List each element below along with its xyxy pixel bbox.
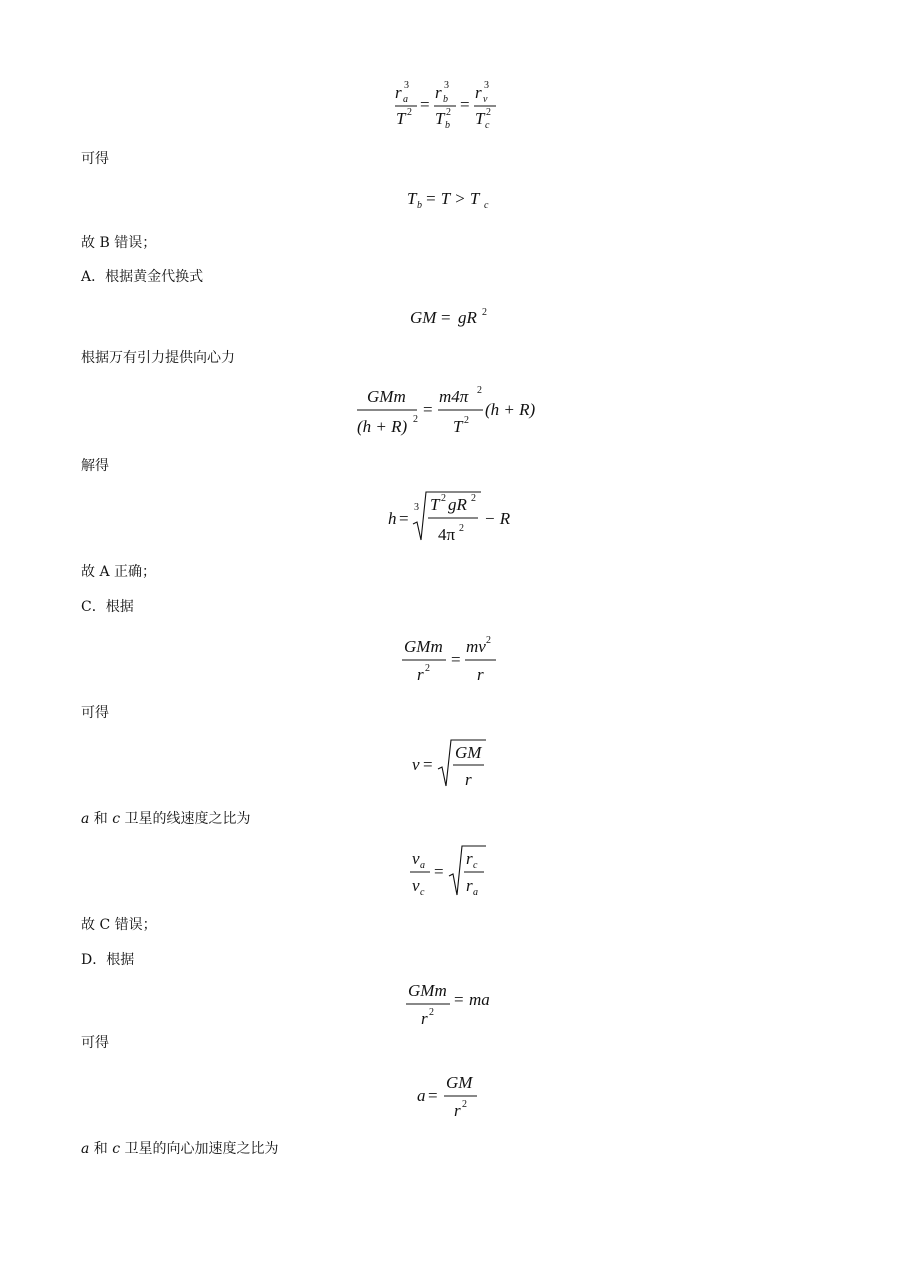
text-line	[81, 1140, 279, 1158]
eq-T: T	[396, 109, 406, 128]
eq-GM: GM	[446, 1073, 473, 1092]
text-line: A．根据黄金代换式	[81, 269, 204, 285]
eq-equals: =	[399, 509, 409, 528]
equation-periods-svg	[405, 186, 495, 212]
eq-sup-3: 3	[484, 80, 489, 91]
eq-T: T	[430, 495, 440, 514]
eq-sup-2: 2	[425, 663, 430, 674]
eq-GM: GM	[410, 308, 437, 327]
eq-r-v: r	[475, 83, 482, 102]
eq-sub-c: c	[485, 120, 490, 131]
eq-v: v	[412, 849, 420, 868]
eq-sup-2: 2	[413, 414, 418, 425]
eq-mv: mv	[466, 637, 486, 656]
eq-T-b: T	[435, 109, 445, 128]
eq-r: r	[454, 1101, 461, 1120]
eq-r-b: r	[435, 83, 442, 102]
var-c: c	[112, 1141, 121, 1157]
equation-gravity-svg	[357, 380, 543, 442]
eq-gR: gR	[448, 495, 467, 514]
equation-kepler-svg	[395, 78, 505, 134]
eq-sup-2: 2	[486, 107, 491, 118]
eq-r: r	[421, 1009, 428, 1028]
equation-velocity-svg	[412, 736, 488, 792]
eq-h-plus-R: (h + R)	[485, 400, 536, 419]
eq-a: a	[417, 1086, 426, 1105]
eq-root-index: 3	[414, 502, 419, 513]
var-a: a	[81, 811, 90, 827]
eq-minus-R: − R	[484, 509, 511, 528]
eq-sup-3: 3	[444, 80, 449, 91]
eq-sup-2: 2	[407, 107, 412, 118]
equation-centripetal-svg	[406, 974, 494, 1030]
eq-sub-c: c	[484, 200, 489, 211]
eq-equals: =	[460, 95, 470, 114]
eq-GM: GM	[455, 743, 482, 762]
text-line: 根据万有引力提供向心力	[81, 350, 235, 366]
eq-sup-2: 2	[459, 523, 464, 534]
eq-sub-c: c	[420, 887, 425, 898]
equation-ratio-v-svg	[410, 842, 490, 900]
eq-sub-b: b	[445, 120, 450, 131]
eq-equals: =	[423, 400, 433, 419]
eq-gR: gR	[458, 308, 477, 327]
text-line: 可得	[81, 151, 109, 167]
eq-GMm: GMm	[367, 387, 406, 406]
equation-ratio-v	[0, 842, 900, 904]
eq-m4pi: m4π	[439, 387, 469, 406]
eq-equals: =	[454, 990, 464, 1009]
line-text: 卫星的线速度之比为	[120, 811, 251, 827]
eq-T: T	[453, 417, 463, 436]
eq-GMm: GMm	[408, 981, 447, 1000]
var-a: a	[81, 1141, 90, 1157]
text-line: 故 C 错误；	[81, 917, 157, 933]
eq-v: v	[412, 755, 420, 774]
eq-sub-a: a	[403, 94, 408, 105]
equation-circular	[0, 630, 900, 690]
eq-ma: ma	[469, 990, 490, 1009]
eq-sup-2: 2	[462, 1099, 467, 1110]
equation-height	[0, 488, 900, 554]
eq-equals: =	[441, 308, 451, 327]
eq-sup-2: 2	[429, 1007, 434, 1018]
eq-T-c: T	[475, 109, 485, 128]
eq-sup-2: 2	[477, 385, 482, 396]
text-line: 解得	[81, 458, 109, 474]
text-line	[81, 810, 251, 828]
conj: 和	[89, 811, 113, 827]
eq-r: r	[417, 665, 424, 684]
eq-equals: =	[420, 95, 430, 114]
eq-sup-2: 2	[446, 107, 451, 118]
eq-sub-c: c	[473, 860, 478, 871]
eq-sup-2: 2	[441, 493, 446, 504]
eq-GMm: GMm	[404, 637, 443, 656]
equation-circular-svg	[402, 630, 498, 686]
eq-r: r	[465, 770, 472, 789]
text-line: 可得	[81, 1035, 109, 1051]
eq-sub-a: a	[473, 887, 478, 898]
equation-accel	[0, 1068, 900, 1126]
eq-equals: =	[451, 650, 461, 669]
equation-periods	[0, 186, 900, 216]
eq-4pi: 4π	[438, 525, 456, 544]
eq-sup-3: 3	[404, 80, 409, 91]
equation-gravity	[0, 380, 900, 446]
eq-sub-b: b	[443, 94, 448, 105]
eq-equals: =	[428, 1086, 438, 1105]
equation-kepler	[0, 78, 900, 138]
var-c: c	[112, 811, 121, 827]
equation-golden-svg	[408, 304, 492, 330]
eq-sup-2: 2	[486, 635, 491, 646]
eq-sup-2: 2	[464, 415, 469, 426]
eq-T: T	[407, 189, 417, 208]
eq-sub-v: v	[483, 94, 488, 105]
eq-sub-a: a	[420, 860, 425, 871]
text-line: 可得	[81, 705, 109, 721]
eq-v: v	[412, 876, 420, 895]
eq-sub-b: b	[417, 200, 422, 211]
eq-sup-2: 2	[471, 493, 476, 504]
eq-sup-2: 2	[482, 307, 487, 318]
text-line: 故 B 错误；	[81, 235, 157, 251]
eq-h: h	[388, 509, 397, 528]
eq-equals: =	[434, 862, 444, 881]
equation-accel-svg	[417, 1068, 483, 1122]
eq-r-a: r	[395, 83, 402, 102]
eq-relation: = T > T	[425, 189, 480, 208]
equation-height-svg	[388, 488, 512, 550]
equation-golden	[0, 304, 900, 334]
line-text: 卫星的向心加速度之比为	[120, 1141, 279, 1157]
text-line: 故 A 正确；	[81, 564, 157, 580]
text-line: D．根据	[81, 952, 135, 968]
text-line: C．根据	[81, 599, 134, 615]
eq-r: r	[466, 876, 473, 895]
conj: 和	[89, 1141, 113, 1157]
eq-r: r	[466, 849, 473, 868]
eq-r: r	[477, 665, 484, 684]
equation-velocity	[0, 736, 900, 796]
eq-h-plus-R: (h + R)	[357, 417, 408, 436]
equation-centripetal	[0, 974, 900, 1034]
eq-equals: =	[423, 755, 433, 774]
